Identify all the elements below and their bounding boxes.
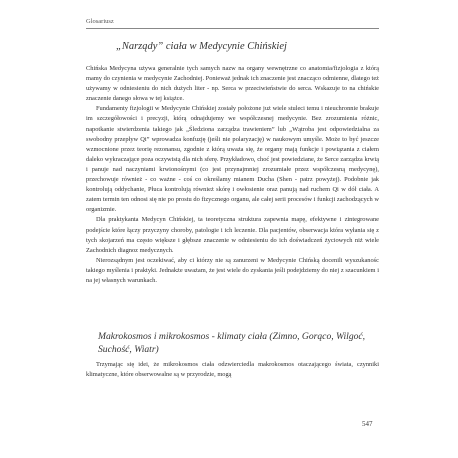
running-head: Glosariusz	[86, 18, 114, 25]
paragraph: Fundamenty fizjologii w Medycynie Chińskiej zostały położone już wiele stuleci temu i nieuchronnie brakuje im szczegółowości i precyzji, którą odnajdujemy we współczesnej medycynie. Bez zrozumienia różnic, napotkanie stwierdzenia takiego jak „Śledziona zarządza trawieniem” lub „Wątroba jest odpowiedzialna za swobodny przepływ Qi” wprowadza konfuzję (jeśli nie polaryzację) w naukowym umyśle. Może to być jeszcze wzmocnione przez teorię rezonansu, zgodnie z którą uważa się, że organy mają funkcje i powiązania z ciałem daleko wykraczające poza oczywistą dla nich sferę. Przykładowo, choć jest powiedziane, że Serce zarządza krwią i panuje nad naczyniami krwionośnymi (co jest przynajmniej zrozumiałe przez współczesną medycynę), przechowuje również - co ważne - coś co określamy mianem Ducha (Shen - patrz powyżej). Podobnie jak kontrolują oddychanie, Płuca kontrolują również skórę i owłosienie oraz panują nad ruchem Qi w dół ciała. A zatem termin ten odnosi się nie po prostu do fizycznego organu, ale całej serii procesów i funkcji zachodzących w organizmie.	[86, 105, 379, 214]
paragraph: Chińska Medycyna używa generalnie tych samych nazw na organy wewnętrzne co anatomia/fizjologia z którą mamy do czynienia w medycynie Zachodniej. Ponieważ jednak ich znaczenie jest znacząco odmienne, dlatego też używamy w odniesieniu do nich dużych liter - np. Serca w przeciwieństwie do serca. Wskazuje to na chińskie znaczenie danego słowa w tej książce.	[86, 65, 379, 103]
section-title: „Narządy” ciała w Medycynie Chińskiej	[116, 41, 287, 52]
body-text-block-1	[86, 64, 379, 286]
paragraph: Nierozsądnym jest oczekiwać, aby ci którzy nie są zanurzeni w Medycynie Chińską docenili wyszukanośc takiego myślenia i praktyki. Jednakże uważam, że jest wiele do zyskania jeśli podejdziemy do niej z szacunkiem i na jej własnych warunkach.	[86, 256, 379, 284]
page-number: 547	[362, 420, 373, 428]
header-rule	[86, 28, 379, 29]
paragraph: Dla praktykanta Medycyn Chińskiej, ta teoretyczna struktura zapewnia mapę, efektywne i zintegrowane podejście które łączy przyczyny choroby, patologie i ich leczenie. Dla pacjentów, obserwacja która wyłania się z tych skojarzeń ma często większe i głębsze znaczenie w odniesieniu do ich doświadczeń życiowych niż wiele Zachodnich diagnoz medycznych.	[86, 216, 379, 254]
body-text-block-2	[86, 360, 379, 380]
section-subheading: Makrokosmos i mikrokosmos - klimaty ciała (Zimno, Gorąco, Wilgoć, Suchość, Wiatr)	[98, 331, 366, 355]
paragraph: Trzymając się idei, że mikrokosmos ciała odzwierciedla makrokosmos otaczającego świata, czynniki klimatyczne, które obserwowalne są w przyrodzie, mogą	[86, 361, 379, 379]
